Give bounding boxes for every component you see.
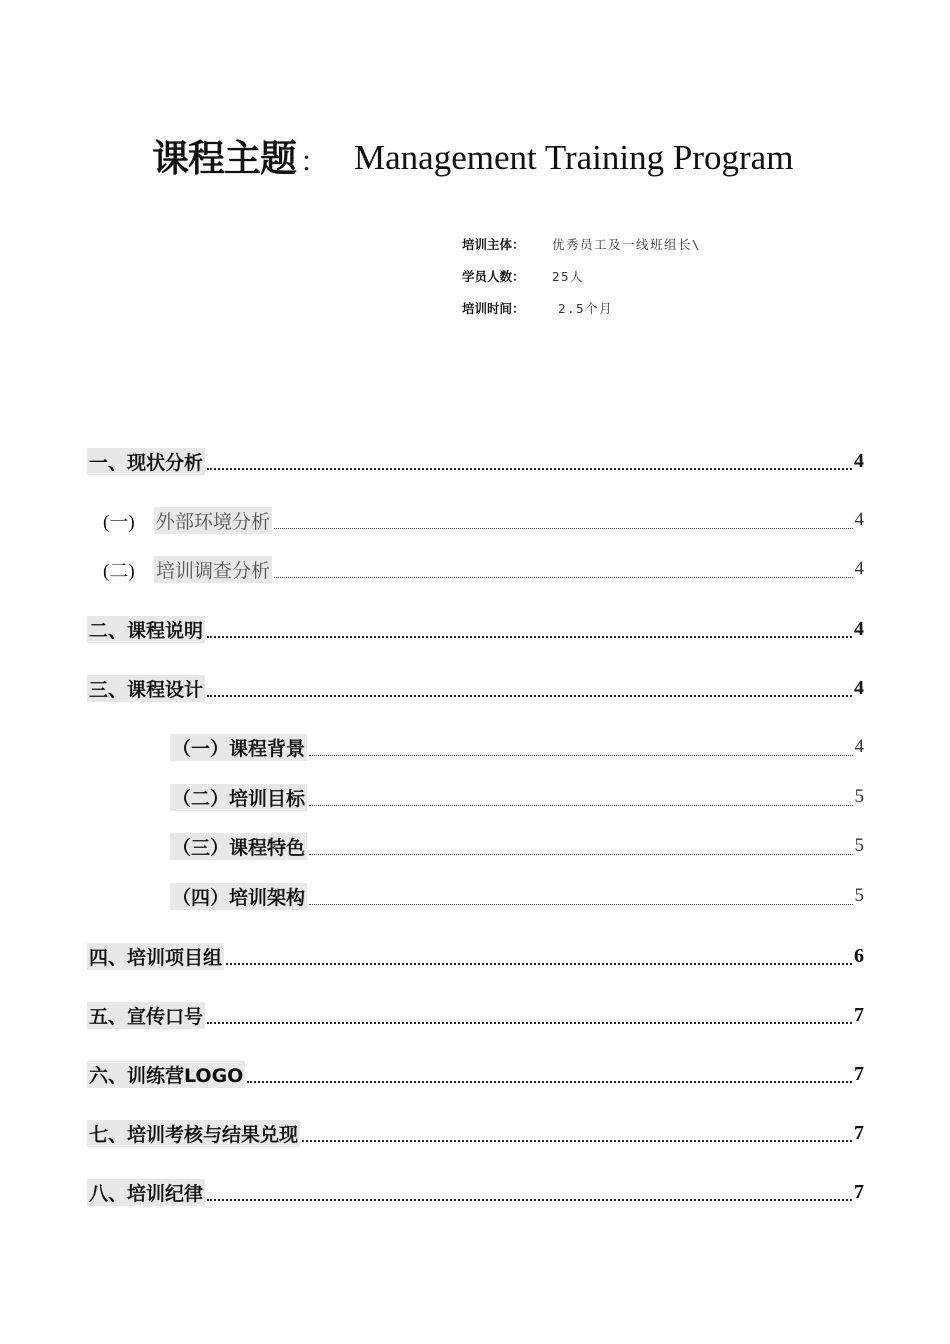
toc-entry-page: 7 [854, 1180, 864, 1203]
meta-value: 2.5个月 [558, 301, 614, 316]
toc-leader-dots [309, 840, 852, 860]
toc-entry[interactable] [87, 615, 864, 643]
toc-entry-label: （二）培训目标 [170, 784, 307, 811]
toc-entry[interactable] [87, 1119, 864, 1147]
toc-leader-dots [207, 455, 852, 475]
toc-entry-label: 培训调查分析 [154, 556, 272, 583]
toc-entry-prefix: (二) [103, 560, 135, 582]
toc-entry-page: 4 [854, 736, 864, 757]
meta-label: 培训主体： [462, 237, 525, 252]
toc-entry-page: 7 [854, 1121, 864, 1144]
toc-entry-label: 一、现状分析 [87, 448, 205, 475]
toc-entry[interactable] [87, 447, 864, 475]
toc-leader-dots [302, 1127, 852, 1147]
title-text: Management Training Program [354, 138, 794, 177]
toc-entry-page: 5 [854, 786, 864, 807]
toc-entry-page: 7 [854, 1062, 864, 1085]
toc-entry-label: 五、宣传口号 [87, 1002, 205, 1029]
meta-row-subject [462, 228, 701, 260]
toc-entry[interactable] [87, 942, 864, 970]
toc-entry[interactable] [170, 783, 864, 811]
toc-entry[interactable] [87, 1178, 864, 1206]
document-title [152, 137, 794, 180]
toc-leader-dots [274, 514, 852, 534]
toc-entry-page: 5 [854, 835, 864, 856]
toc-leader-dots [309, 741, 852, 761]
toc-entry-label: 七、培训考核与结果兑现 [87, 1120, 300, 1147]
toc-entry-label: （一）课程背景 [170, 734, 307, 761]
toc-leader-dots [226, 950, 852, 970]
toc-entry-page: 6 [854, 944, 864, 967]
toc-leader-dots [207, 682, 852, 702]
toc-entry-page: 4 [854, 617, 864, 640]
meta-label: 学员人数： [462, 269, 525, 284]
meta-row-headcount [462, 260, 701, 292]
title-colon: ： [300, 145, 329, 178]
toc-entry[interactable] [170, 733, 864, 761]
toc-entry[interactable] [87, 674, 864, 702]
toc-entry-label: （三）课程特色 [170, 833, 307, 860]
toc-entry[interactable] [170, 832, 864, 860]
toc-entry-label: 三、课程设计 [87, 675, 205, 702]
toc-entry-page: 5 [854, 885, 864, 906]
meta-label: 培训时间： [462, 301, 525, 316]
toc-leader-dots [309, 890, 852, 910]
title-label: 课程主题 [152, 137, 296, 180]
meta-value: 优秀员工及一线班组长\ [552, 237, 702, 252]
toc-entry-page: 4 [854, 509, 864, 530]
toc-entry-page: 4 [854, 558, 864, 579]
toc-entry-label: 外部环境分析 [154, 507, 272, 534]
toc-entry-label: 二、课程说明 [87, 616, 205, 643]
course-info [462, 228, 701, 324]
toc-entry-page: 7 [854, 1003, 864, 1026]
toc-leader-dots [247, 1068, 852, 1088]
toc-leader-dots [207, 623, 852, 643]
toc-leader-dots [309, 791, 852, 811]
toc-leader-dots [207, 1009, 852, 1029]
toc-entry[interactable] [170, 882, 864, 910]
toc-entry-label: 六、训练营LOGO [87, 1061, 245, 1088]
toc-entry-page: 4 [854, 676, 864, 699]
toc-entry-label: 四、培训项目组 [87, 943, 224, 970]
toc-entry[interactable] [103, 506, 864, 534]
toc-entry-label: （四）培训架构 [170, 883, 307, 910]
toc-leader-dots [274, 563, 852, 583]
toc-entry-prefix: (一) [103, 511, 135, 533]
toc-entry-page: 4 [854, 449, 864, 472]
toc-entry-label: 八、培训纪律 [87, 1179, 205, 1206]
toc-entry[interactable] [103, 555, 864, 583]
toc-leader-dots [207, 1186, 852, 1206]
meta-value: 25人 [552, 269, 585, 284]
toc-entry[interactable] [87, 1060, 864, 1088]
meta-row-duration [462, 292, 701, 324]
toc-entry[interactable] [87, 1001, 864, 1029]
